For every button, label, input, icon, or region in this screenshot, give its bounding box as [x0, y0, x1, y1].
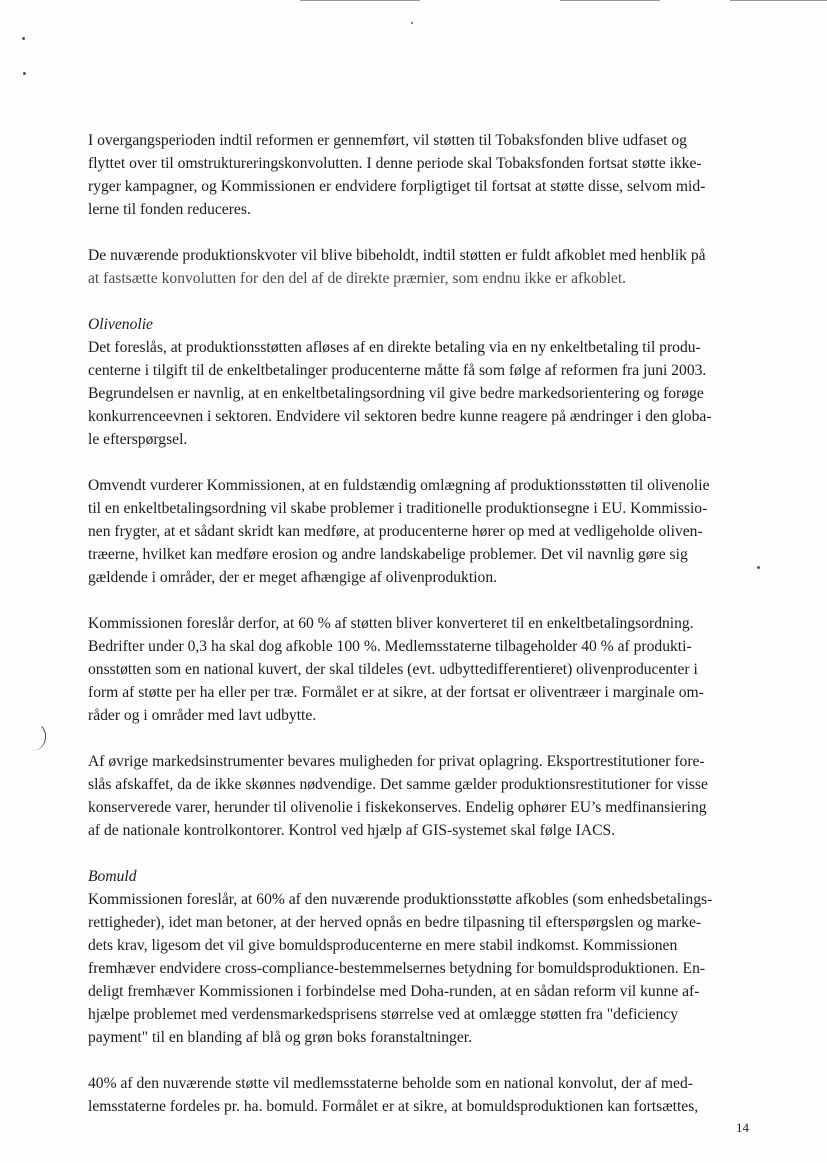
text-line: Kommissionen foreslår, at 60% af den nuværende produktionsstøtte afkobles (som enhedsbetalings- [88, 891, 713, 908]
paragraph [88, 612, 760, 727]
text-line: fremhæver endvidere cross-compliance-bestemmelsernes betydning for bomuldsproduktionen. En- [88, 960, 706, 977]
text-line: gældende i områder, der er meget afhængige af olivenproduktion. [88, 569, 498, 586]
text-line: flyttet over til omstruktureringskonvolutten. I denne periode skal Tobaksfonden fortsat støtte ikke- [88, 155, 702, 172]
text-line: Kommissionen foreslår derfor, at 60 % af støtten bliver konverteret til en enkeltbetalingsordning. [88, 615, 694, 632]
text-line: nen frygter, at et sådant skridt kan medføre, at producenterne hører op med at vedligeholde oliven- [88, 523, 703, 540]
text-line: træerne, hvilket kan medføre erosion og andre landskabelige problemer. Det vil navnlig gøre sig [88, 546, 688, 563]
section [88, 313, 760, 451]
text-line: rettigheder), idet man betoner, at der herved opnås en bedre tilpasning til efterspørgslen og marke- [88, 914, 702, 931]
top-scan-edge [730, 0, 827, 1]
text-line: payment" til en blanding af blå og grøn boks foranstaltninger. [88, 1029, 472, 1046]
text-line: Begrundelsen er navnlig, at en enkeltbetalingsordning vil give bedre markedsorientering og forøge [88, 385, 704, 402]
text-line: lerne til fonden reduceres. [88, 201, 251, 218]
scan-speck [411, 22, 413, 24]
punch-hole-mark [25, 722, 46, 751]
paragraph [88, 244, 760, 290]
text-line: at fastsætte konvolutten for den del af de direkte præmier, som endnu ikke er afkoblet. [88, 270, 627, 287]
paragraph [88, 474, 760, 589]
text-line: til en enkeltbetalingsordning vil skabe problemer i traditionelle produktionsegne i EU. Kommissio- [88, 500, 708, 517]
text-line: deligt fremhæver Kommissionen i forbindelse med Doha-runden, at en sådan reform vil kunne af- [88, 983, 700, 1000]
text-line: De nuværende produktionskvoter vil blive bibeholdt, indtil støtten er fuldt afkoblet med henblik på [88, 247, 706, 264]
text-line: le efterspørgsel. [88, 431, 188, 448]
top-scan-edge [300, 0, 420, 1]
text-line: ryger kampagner, og Kommissionen er endvidere forpligtiget til fortsat at støtte disse, selvom mid- [88, 178, 706, 195]
paragraph [88, 750, 760, 842]
section [88, 865, 760, 1049]
text-line: Det foreslås, at produktionsstøtten afløses af en direkte betaling via en ny enkeltbetaling til produ- [88, 339, 701, 356]
text-line: af de nationale kontrolkontorer. Kontrol ved hjælp af GIS-systemet skal følge IACS. [88, 822, 616, 839]
paragraph [88, 1072, 760, 1118]
text-line: Af øvrige markedsinstrumenter bevares muligheden for privat oplagring. Eksportrestitutioner fore- [88, 753, 705, 770]
text-line: dets krav, ligesom det vil give bomuldsproducenterne en mere stabil indkomst. Kommissionen [88, 937, 678, 954]
text-line: centerne i tilgift til de enkeltbetalinger producenterne måtte få som følge af reformen fra juni 2003. [88, 362, 707, 379]
text-line: slås afskaffet, da de ikke skønnes nødvendige. Det samme gælder produktionsrestitutioner for visse [88, 776, 708, 793]
section-heading: Bomuld [88, 868, 137, 885]
scan-speck [22, 37, 25, 40]
text-line: Omvendt vurderer Kommissionen, at en fuldstændig omlægning af produktionsstøtten til olivenolie [88, 477, 710, 494]
document-body [88, 129, 760, 1141]
scan-speck [23, 72, 26, 75]
text-line: lemsstaterne fordeles pr. ha. bomuld. Formålet er at sikre, at bomuldsproduktionen kan fortsættes, [88, 1098, 699, 1115]
section-heading: Olivenolie [88, 316, 153, 333]
text-line: I overgangsperioden indtil reformen er gennemført, vil støtten til Tobaksfonden blive udfaset og [88, 132, 687, 149]
text-line: konserverede varer, herunder til olivenolie i fiskekonserves. Endelig ophører EU’s medfinansiering [88, 799, 707, 816]
text-line: hjælpe problemet med verdensmarkedsprisens størrelse ved at omlægge støtten fra "deficiency [88, 1006, 679, 1023]
text-line: onsstøtten som en national kuvert, der skal tildeles (evt. udbyttedifferentieret) olivenproducenter i [88, 661, 698, 678]
text-line: konkurrenceevnen i sektoren. Endvidere vil sektoren bedre kunne reagere på ændringer i den globa- [88, 408, 712, 425]
text-line: form af støtte per ha eller per træ. Formålet er at sikre, at der fortsat er oliventræer i marginale om- [88, 684, 704, 701]
text-line: råder og i områder med lavt udbytte. [88, 707, 317, 724]
paragraph [88, 129, 760, 221]
text-line: 40% af den nuværende støtte vil medlemsstaterne beholde som en national konvolut, der af med- [88, 1075, 693, 1092]
text-line: Bedrifter under 0,3 ha skal dog afkoble 100 %. Medlemsstaterne tilbageholder 40 % af produkti- [88, 638, 692, 655]
page-number: 14 [736, 1120, 749, 1135]
top-scan-edge [560, 0, 660, 1]
